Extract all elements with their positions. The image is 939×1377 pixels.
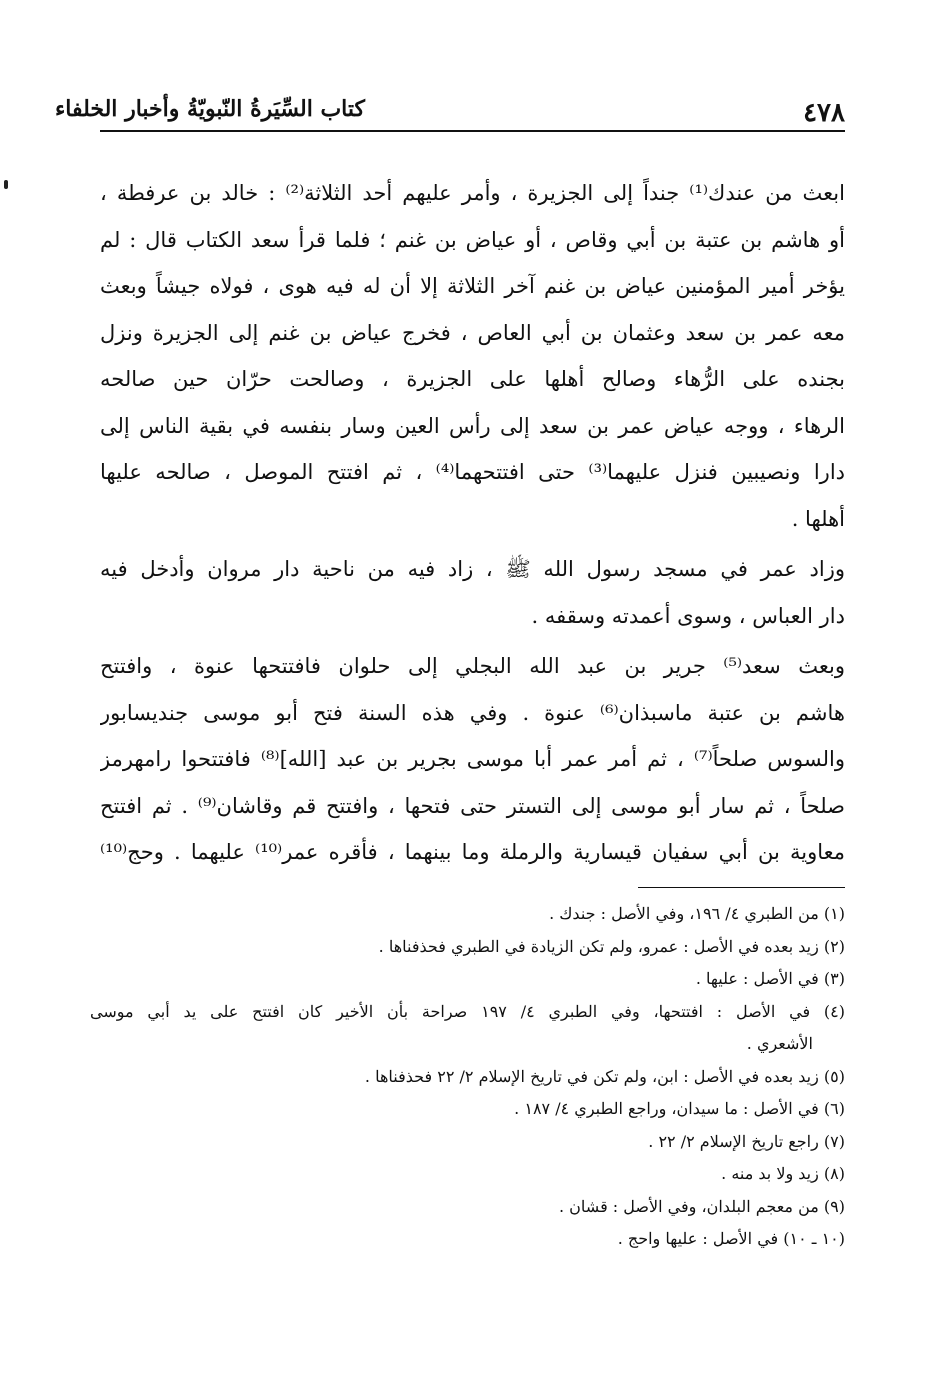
footnote: (٥) زيد بعده في الأصل : ابن، ولم تكن في تاريخ الإسلام ٢/ ٢٢ فحذفناها .	[364, 1066, 845, 1086]
text-line: دارا ونصيبين فنزل عليهما⁽³⁾ حتى افتتحهما⁽⁴⁾ ، ثم افتتح الموصل ، صالحه عليها	[100, 460, 845, 484]
text-line: معه عمر بن سعد وعثمان بن أبي العاص ، فخرج عياض بن غنم إلى الجزيرة ونزل	[100, 320, 845, 345]
main-text	[100, 170, 845, 876]
footnote: (١) من الطبري ٤/ ١٩٦، وفي الأصل : جندك .	[549, 904, 845, 923]
text-line: هاشم بن عتبة ماسبذان⁽⁶⁾ عنوة . وفي هذه السنة فتح أبو موسى جنديسابور	[100, 700, 845, 725]
page-number: ٤٧٨	[803, 98, 845, 128]
text-line: دار العباس ، وسوى أعمدته وسقفه .	[531, 603, 845, 628]
text-line: وبعث سعد⁽⁵⁾ جرير بن عبد الله البجلي إلى حلوان فافتتحها عنوة ، وافتتح	[100, 654, 845, 678]
text-line: أو هاشم بن عتبة بن أبي وقاص ، أو عياض بن غنم ؛ فلما قرأ سعد الكتاب قال : لم	[100, 227, 845, 252]
text-line: معاوية بن أبي سفيان قيسارية والرملة وما بينهما ، فأقره عمر⁽¹⁰⁾ عليهما . وحج⁽¹⁰⁾	[100, 840, 845, 864]
text-line: يؤخر أمير المؤمنين عياض بن غنم آخر الثلاثة إلا أن له فيه هوى ، فولاه جيشاً وبعث	[100, 274, 845, 298]
text-line: والسوس صلحاً⁽⁷⁾ ، ثم أمر عمر أبا موسى بجرير بن عبد [الله]⁽⁸⁾ فافتتحوا رامهرمز	[100, 747, 845, 771]
footnotes	[90, 898, 845, 1256]
running-title: كتاب السِّيَرةُ النّبويّةُ وأخبار الخلفاء	[54, 96, 365, 122]
text-line: وزاد عمر في مسجد رسول الله ﷺ ، زاد فيه من ناحية دار مروان وأدخل فيه	[100, 557, 845, 581]
footnote: (٣) في الأصل : عليها .	[695, 969, 845, 988]
footnote: (٧) راجع تاريخ الإسلام ٢/ ٢٢ .	[648, 1131, 845, 1151]
footnote: (١٠ ـ ١٠) في الأصل : عليها واحج .	[617, 1229, 845, 1248]
text-line: ابعث من عندك⁽¹⁾ جنداً إلى الجزيرة ، وأمر عليهم أحد الثلاثة⁽²⁾ : خالد بن عرفطة ،	[100, 181, 845, 205]
footnote-continuation: الأشعري .	[746, 1034, 813, 1053]
page-header	[54, 92, 845, 132]
footnote: (٨) زيد ولا بد منه .	[721, 1164, 845, 1183]
footnote: (٦) في الأصل : ما سيدان، وراجع الطبري ٤/ ١٨٧ .	[514, 1099, 845, 1118]
text-line: الرهاء ، ووجه عياض عمر بن سعد إلى رأس العين وسار بنفسه في بقية الناس إلى	[100, 413, 845, 438]
text-line: بجنده على الرُّهاء وصالح أهلها على الجزيرة ، وصالحت حرّان حين صالحه	[100, 367, 845, 391]
footnote-divider	[638, 887, 845, 888]
footnote: (٤) في الأصل : افتتحها، وفي الطبري ٤/ ١٩٧ صراحة بأن الأخير كان افتتح على يد أبي موسى	[90, 1001, 845, 1021]
footnote: (٢) زيد بعده في الأصل : عمرو، ولم تكن الزيادة في الطبري فحذفناها .	[378, 936, 845, 956]
footnote: (٩) من معجم البلدان، وفي الأصل : قشان .	[559, 1196, 845, 1216]
text-line: أهلها .	[791, 506, 845, 531]
text-line: صلحاً ، ثم سار أبو موسى إلى التستر حتى فتحها ، وافتتح قم وقاشان⁽⁹⁾ . ثم افتتح	[100, 793, 845, 818]
scan-speck	[4, 180, 8, 189]
